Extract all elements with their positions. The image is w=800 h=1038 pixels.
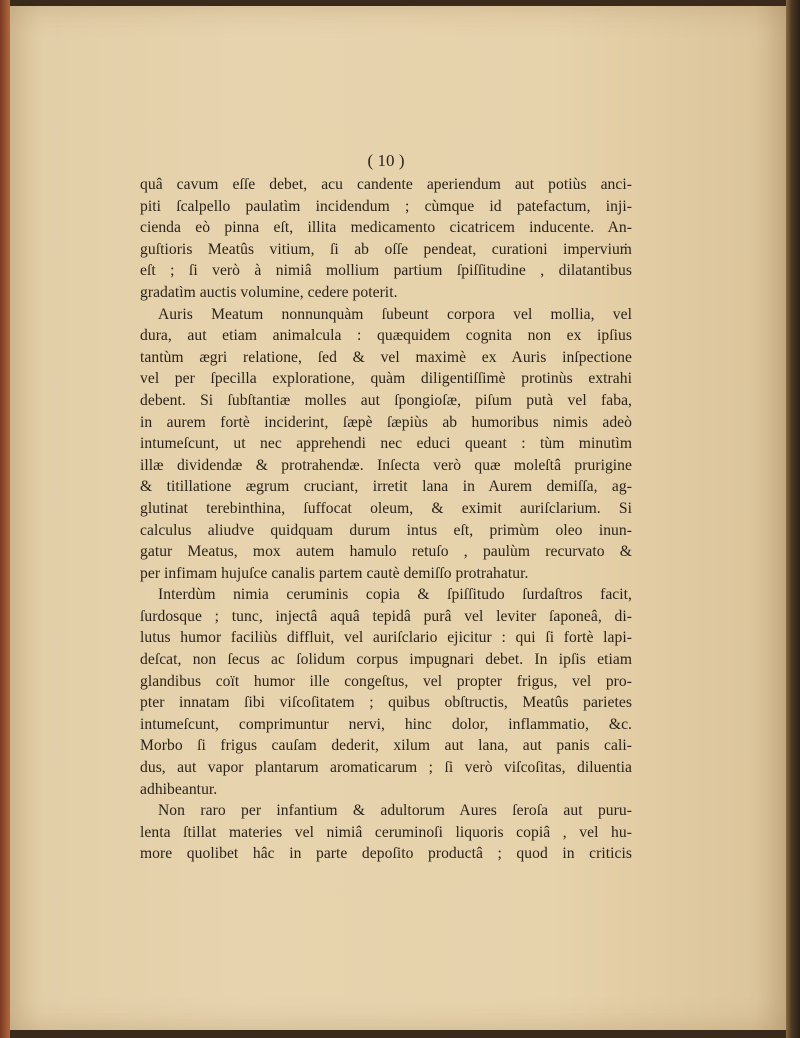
page-stack-edge: [786, 0, 800, 1038]
text-line: gradatìm auctis volumine, cedere poterit.: [140, 283, 398, 301]
text-line: Morbo ſi frigus cauſam dederit, xilum aut lana, aut panis cali-: [140, 737, 632, 755]
text-line: guſtioris Meatûs vitium, ſi ab oſſe pendeat, curationi imperviuṁ: [140, 240, 632, 258]
page-number: ( 10 ): [367, 151, 405, 170]
text-line: tantùm ægri relatione, ſed & vel maximè ex Auris inſpectione: [140, 348, 632, 366]
text-line: illæ dividendæ & protrahendæ. Inſecta verò quæ moleſtâ prurigine: [140, 456, 632, 474]
text-line: per infimam hujuſce canalis partem cautè demiſſo protrahatur.: [140, 564, 529, 582]
body-text: [140, 174, 632, 865]
text-line: cienda eò pinna eſt, illita medicamento cicatricem inducente. An-: [140, 219, 632, 237]
text-line: more quolibet hâc in parte depoſito productâ ; quod in criticis: [140, 845, 632, 863]
text-line: Interdùm nimia ceruminis copia & ſpiſſitudo ſurdaſtros facit,: [158, 586, 632, 604]
text-line: dura, aut etiam animalcula : quæquidem cognita non ex ipſius: [140, 327, 632, 345]
text-line: in aurem fortè inciderint, ſæpè ſæpiùs ab humoribus nimis adeò: [140, 413, 632, 431]
text-line: Non raro per infantium & adultorum Aures ſeroſa aut puru-: [158, 802, 632, 820]
text-line: pter innatam ſibi viſcoſitatem ; quibus obſtructis, Meatûs parietes: [140, 694, 632, 712]
text-line: lenta ſtillat materies vel nimiâ ceruminoſi liquoris copiâ , vel hu-: [140, 823, 632, 841]
text-line: dus, aut vapor plantarum aromaticarum ; ſi verò viſcoſitas, diluentia: [140, 759, 632, 777]
text-line: Auris Meatum nonnunquàm ſubeunt corpora vel mollia, vel: [158, 305, 632, 323]
text-block: [140, 150, 632, 865]
book-binding-edge: [0, 0, 10, 1038]
text-line: intumeſcunt, comprimuntur nervi, hinc dolor, inflammatio, &c.: [140, 715, 632, 733]
text-line: lutus humor faciliùs diffluit, vel auriſclario ejicitur : qui ſi fortè lapi-: [140, 629, 632, 647]
text-line: glutinat terebinthina, ſuffocat oleum, & eximit auriſclarium. Si: [140, 499, 632, 517]
text-line: adhibeantur.: [140, 780, 218, 798]
text-line: deſcat, non ſecus ac ſolidum corpus impugnari debet. In ipſis etiam: [140, 651, 632, 669]
text-line: intumeſcunt, ut nec apprehendi nec educi queant : tùm minutìm: [140, 435, 632, 453]
text-line: quâ cavum eſſe debet, acu candente aperiendum aut potiùs anci-: [140, 176, 632, 193]
text-line: eſt ; ſi verò à nimiâ mollium partium ſpiſſitudine , dilatantibus: [140, 262, 632, 280]
text-line: vel per ſpecilla exploratione, quàm diligentiſſimè protinùs extrahi: [140, 370, 632, 388]
text-line: & titillatione ægrum cruciant, irretit lana in Aurem demiſſa, ag-: [140, 478, 632, 496]
text-line: debent. Si ſubſtantiæ molles aut ſpongioſæ, piſum putà vel faba,: [140, 391, 632, 409]
text-line: glandibus coït humor ille congeſtus, vel propter frigus, vel pro-: [140, 672, 632, 690]
text-line: ſurdosque ; tunc, injectâ aquâ tepidâ purâ vel leviter ſaponeâ, di-: [140, 607, 632, 625]
text-line: gatur Meatus, mox autem hamulo retuſo , paulùm recurvato &: [140, 543, 632, 561]
text-line: calculus aliudve quidquam durum intus eſt, primùm oleo inun-: [140, 521, 632, 539]
text-line: piti ſcalpello paulatìm incidendum ; cùmque id patefactum, inji-: [140, 197, 632, 215]
